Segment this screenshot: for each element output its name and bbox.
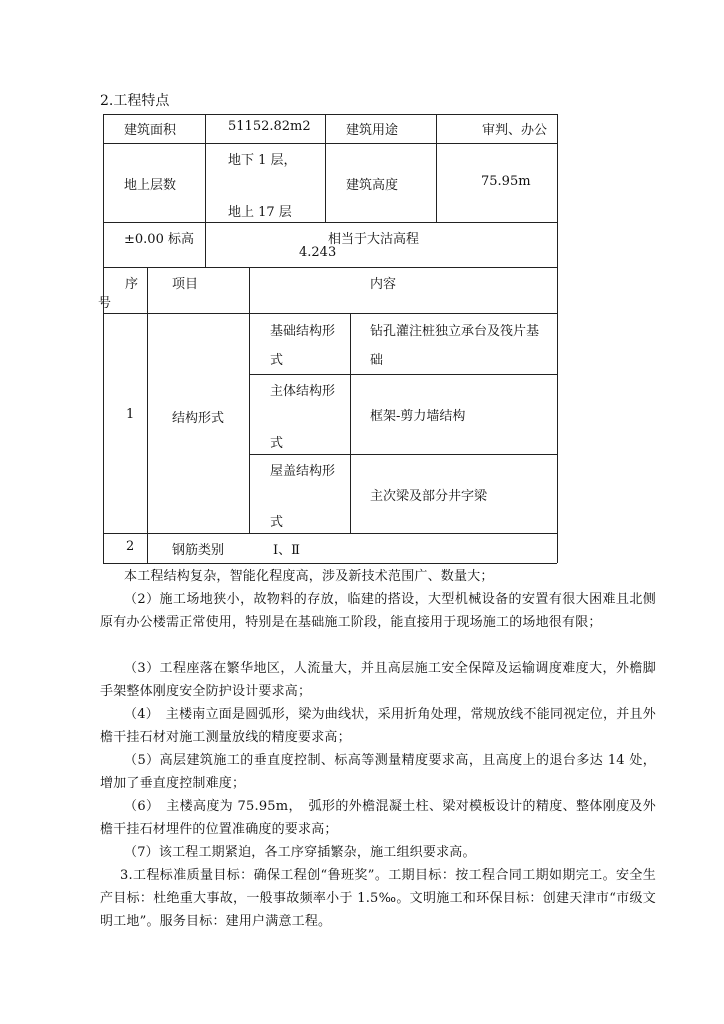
paragraph-1: 本工程结构复杂，智能化程度高，涉及新技术范围广、数量大； bbox=[124, 569, 494, 584]
value-building-use: 审判、办公 bbox=[482, 123, 548, 138]
paragraph-8: 3.工程标准质量目标：确保工程创“鲁班奖”。工期目标：按工程合同工期如期完工。安全生产目标：杜绝重大事故，一般事故频率小于 1.5‰。文明施工和环保目标：创建天津市“市级文明工地”。服务目标：建用户满意工程。 bbox=[100, 868, 656, 929]
header-seq: 序 bbox=[125, 277, 139, 292]
header-item: 项目 bbox=[172, 277, 199, 292]
row1-item: 结构形式 bbox=[172, 411, 225, 426]
paragraph-6: （6） 主楼高度为 75.95m， 弧形的外檐混凝土柱、梁对模板设计的精度、整体刚度及外檐干挂石材埋件的位置准确度的要求高； bbox=[100, 799, 656, 837]
paragraph-3: （3）工程座落在繁华地区，人流量大，并且高层施工安全保障及运输调度难度大，外檐脚手架整体刚度安全防护设计要求高； bbox=[100, 661, 656, 699]
row2-value: Ⅰ、Ⅱ bbox=[273, 543, 300, 558]
sub3-name: 屋盖结构形 bbox=[270, 464, 336, 479]
sub2-value: 框架-剪力墙结构 bbox=[370, 409, 466, 424]
label-building-use: 建筑用途 bbox=[346, 123, 399, 138]
sub3-value: 主次梁及部分井字梁 bbox=[370, 489, 488, 504]
sub1-name: 基础结构形 bbox=[270, 324, 336, 339]
sub2-name: 主体结构形 bbox=[270, 384, 336, 399]
sub1-value: 钻孔灌注桩独立承台及筏片基 bbox=[370, 324, 540, 339]
paragraph-5: （5）高层建筑施工的垂直度控制、标高等测量精度要求高，且高度上的退台多达 14 处，增加了垂直度控制难度； bbox=[100, 753, 656, 791]
section-heading: 2.工程特点 bbox=[100, 93, 170, 109]
row2-seq: 2 bbox=[126, 539, 135, 554]
value-floors-below: 地下 1 层， bbox=[228, 153, 297, 168]
sub1-name-2: 式 bbox=[270, 353, 284, 368]
header-seq-2: 号 bbox=[98, 296, 112, 311]
label-elevation: ±0.00 标高 bbox=[124, 232, 194, 247]
value-building-area: 51152.82m2 bbox=[228, 119, 311, 134]
sub3-name-2: 式 bbox=[270, 515, 284, 530]
value-elevation-number: 4.243 bbox=[299, 245, 337, 260]
value-elevation-text: 相当于大沽高程 bbox=[328, 232, 420, 247]
label-building-area: 建筑面积 bbox=[124, 123, 177, 138]
sub1-value-2: 础 bbox=[370, 353, 384, 368]
paragraph-7: （7）该工程工期紧迫，各工序穿插繁杂，施工组织要求高。 bbox=[124, 845, 476, 860]
label-floors: 地上层数 bbox=[124, 178, 177, 193]
paragraph-2: （2）施工场地狭小，故物料的存放，临建的搭设，大型机械设备的安置有很大困难且北侧原有办公楼需正常使用，特别是在基础施工阶段，能直接用于现场施工的场地很有限； bbox=[100, 592, 656, 630]
paragraph-4: （4） 主楼南立面是圆弧形，梁为曲线状，采用折角处理，常规放线不能同视定位，并且外檐干挂石材对施工测量放线的精度要求高； bbox=[100, 707, 656, 745]
value-building-height: 75.95m bbox=[481, 174, 531, 189]
value-floors-above: 地上 17 层 bbox=[228, 205, 292, 220]
sub2-name-2: 式 bbox=[270, 436, 284, 451]
header-content: 内容 bbox=[370, 277, 397, 292]
row1-seq: 1 bbox=[126, 407, 135, 422]
label-building-height: 建筑高度 bbox=[346, 178, 399, 193]
row2-item: 钢筋类别 bbox=[172, 543, 225, 558]
